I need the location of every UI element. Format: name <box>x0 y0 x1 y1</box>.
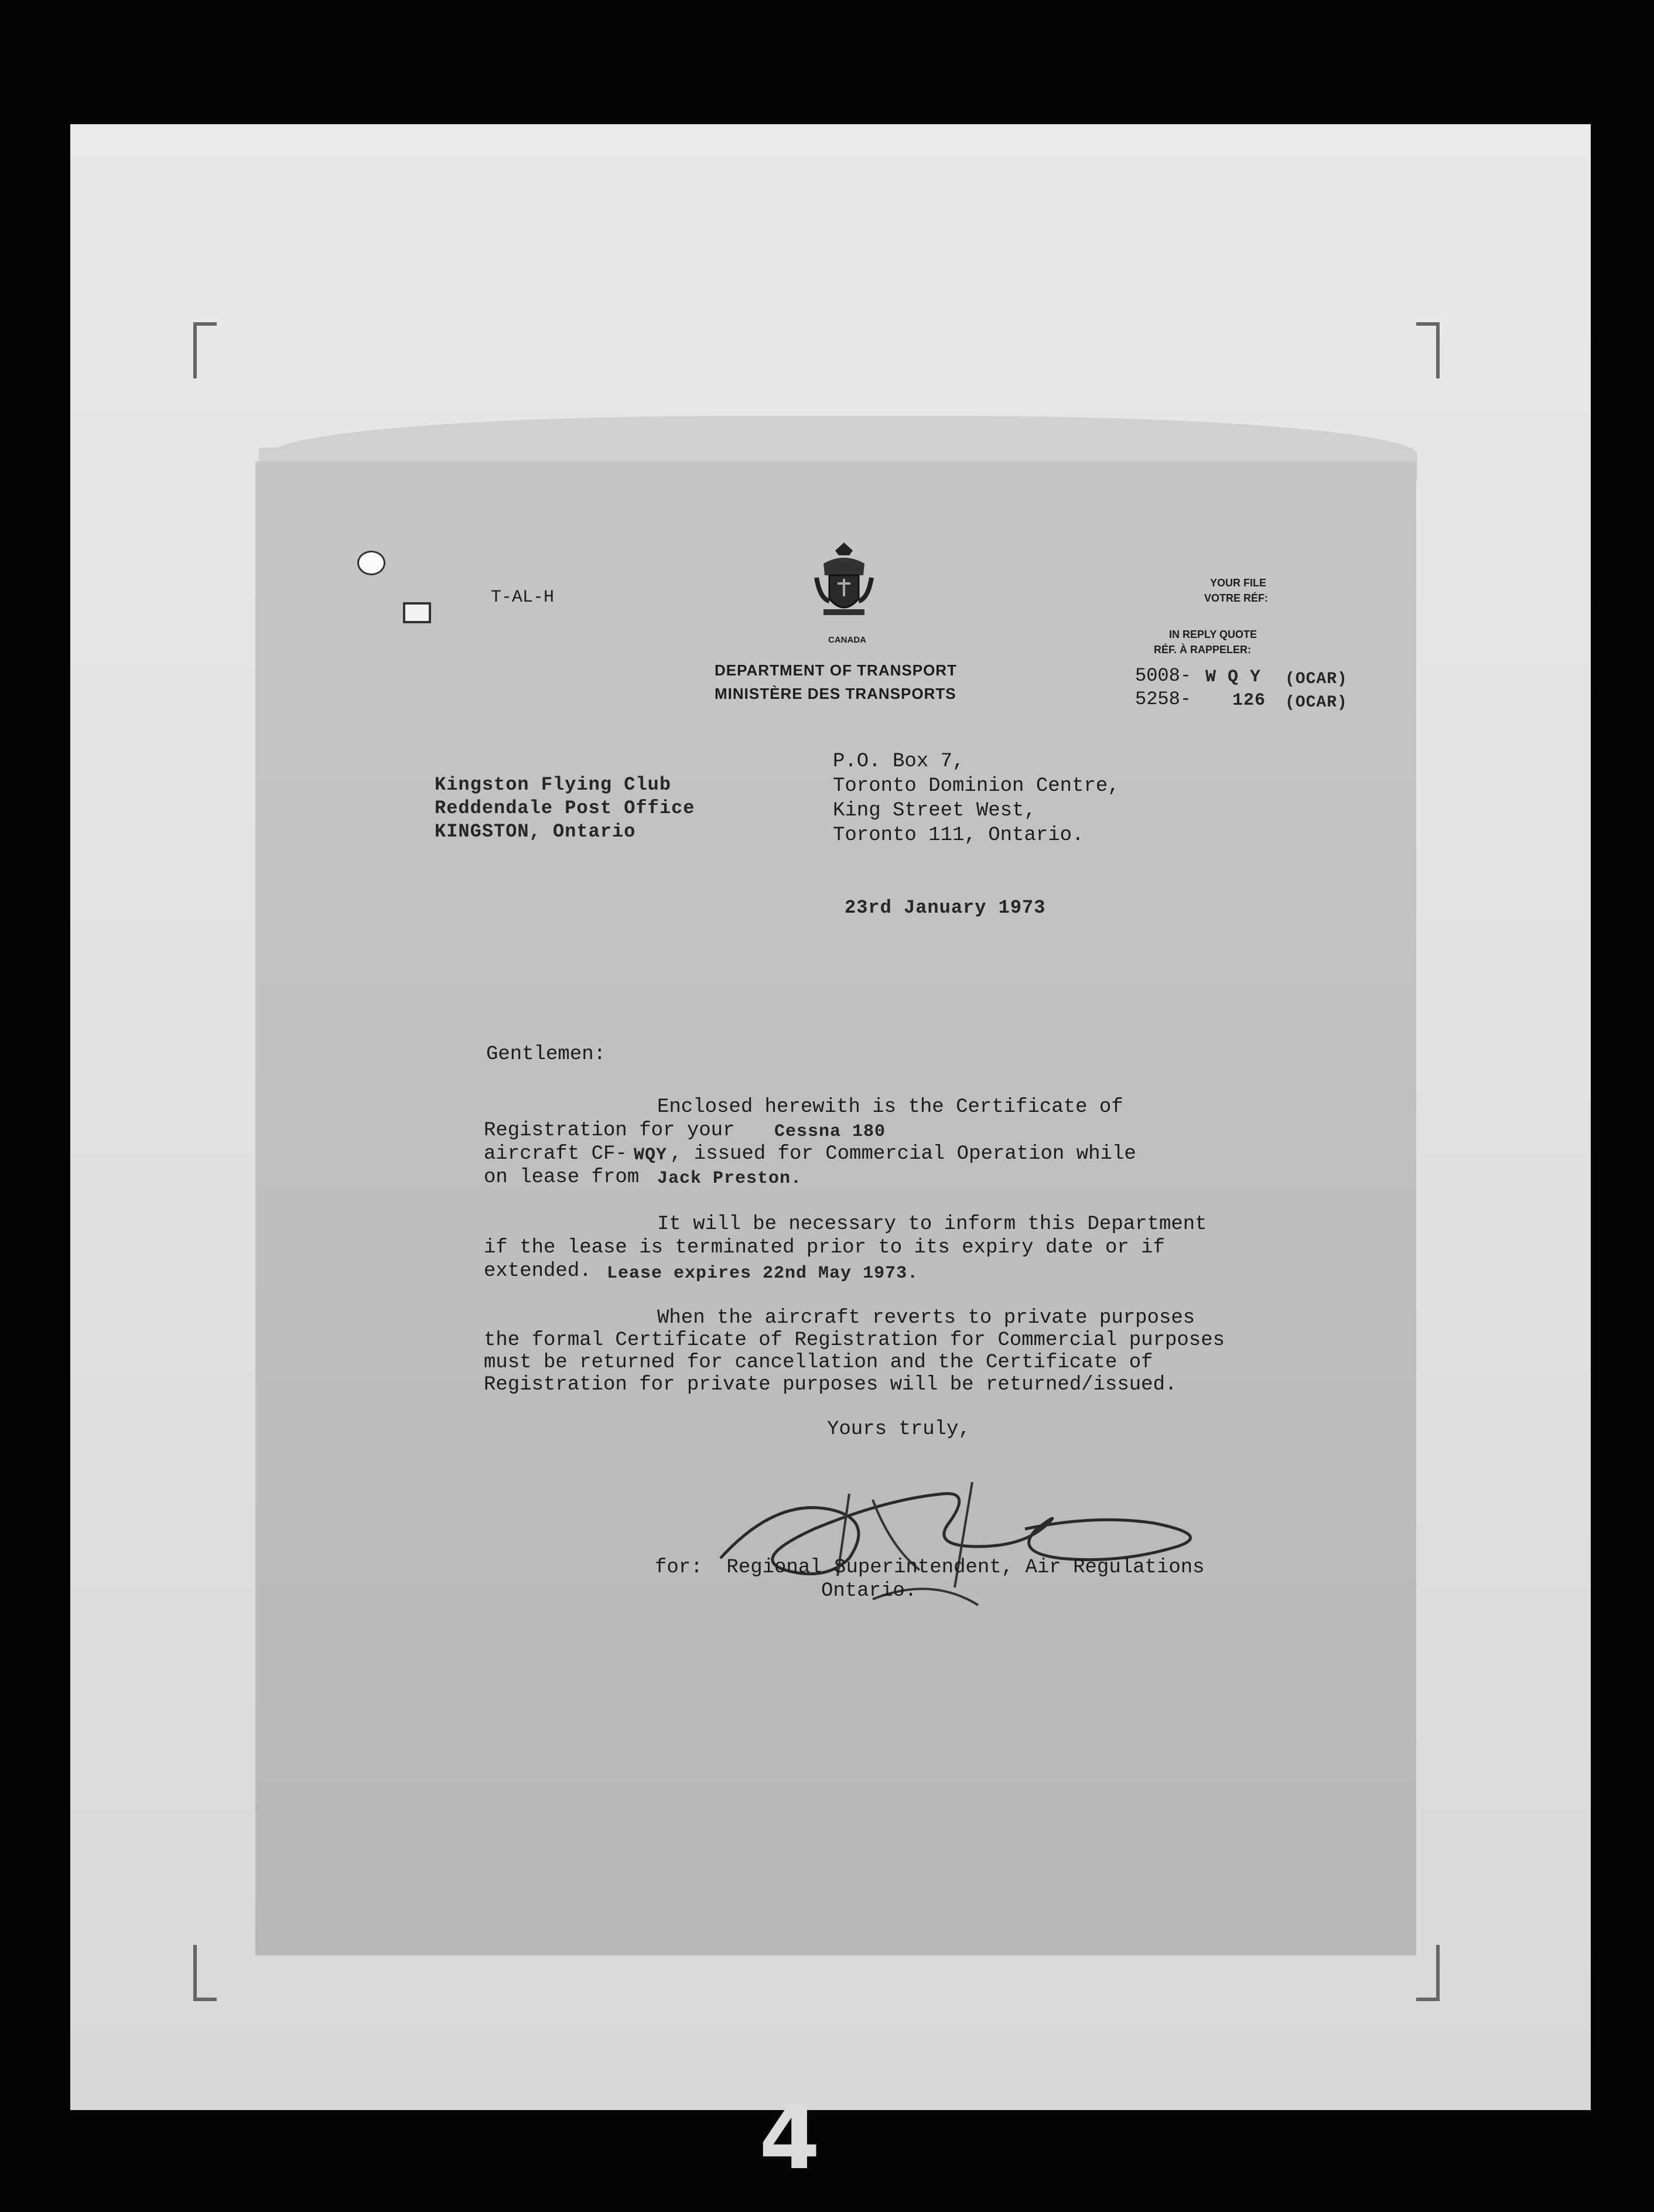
body-text: Registration for private purposes will be returned/issued. <box>484 1374 1177 1396</box>
crop-mark-bottom-left <box>193 1945 217 2001</box>
coat-of-arms-icon <box>812 540 876 628</box>
body-text: must be returned for cancellation and the Certificate of <box>484 1351 1153 1374</box>
your-file-label-en: YOUR FILE <box>1210 577 1267 589</box>
body-text: It will be necessary to inform this Department <box>657 1213 1207 1235</box>
department-name-en: DEPARTMENT OF TRANSPORT <box>715 661 957 679</box>
handwritten-signature <box>697 1459 1195 1623</box>
body-text: aircraft CF- <box>484 1143 627 1165</box>
body-text: on lease from <box>484 1166 640 1189</box>
aircraft-type: Cessna 180 <box>774 1122 886 1142</box>
body-text: When the aircraft reverts to private purposes <box>657 1307 1195 1329</box>
recipient-address-line: KINGSTON, Ontario <box>435 821 636 842</box>
reference-2-suffix: (OCAR) <box>1285 694 1348 712</box>
crop-mark-top-right <box>1416 322 1440 378</box>
sender-address-line: Toronto 111, Ontario. <box>833 824 1084 846</box>
recipient-address-line: Kingston Flying Club <box>435 774 672 796</box>
sender-address-line: Toronto Dominion Centre, <box>833 775 1120 797</box>
aircraft-registration: WQY <box>634 1145 668 1165</box>
salutation: Gentlemen: <box>486 1043 606 1066</box>
letter-date: 23rd January 1973 <box>845 897 1046 919</box>
signature-region: Ontario. <box>821 1580 917 1602</box>
file-code: T-AL-H <box>491 588 555 607</box>
body-text: , issued for Commercial Operation while <box>670 1143 1136 1165</box>
body-text: Registration for your <box>484 1119 735 1142</box>
sender-address-line: P.O. Box 7, <box>833 750 965 773</box>
crop-mark-bottom-right <box>1416 1945 1440 2001</box>
department-name-fr: MINISTÈRE DES TRANSPORTS <box>715 685 956 702</box>
reply-quote-label-en: IN REPLY QUOTE <box>1169 629 1257 640</box>
body-text: Enclosed herewith is the Certificate of <box>657 1096 1123 1118</box>
country-label: CANADA <box>828 635 866 645</box>
recipient-address-line: Reddendale Post Office <box>435 797 695 819</box>
reference-1-suffix: (OCAR) <box>1285 670 1348 688</box>
crop-mark-top-left <box>193 322 217 378</box>
reference-2-number: 5258- <box>1135 688 1192 710</box>
closing: Yours truly, <box>827 1418 970 1440</box>
body-text: the formal Certificate of Registration for Commercial purposes <box>484 1329 1225 1351</box>
reference-1-number: 5008- <box>1135 665 1192 687</box>
reference-1-code: W Q Y <box>1205 667 1262 687</box>
staple-mark <box>403 602 431 623</box>
body-text: extended. <box>484 1260 592 1282</box>
sender-address-line: King Street West, <box>833 800 1036 822</box>
lessor-name: Jack Preston. <box>657 1169 802 1189</box>
signature-title: for: Regional Superintendent, Air Regulations <box>655 1556 1205 1579</box>
film-frame-number: 4 <box>759 2087 821 2189</box>
lease-expiry: Lease expires 22nd May 1973. <box>607 1264 919 1283</box>
punch-hole <box>357 551 385 575</box>
body-text: if the lease is terminated prior to its expiry date or if <box>484 1237 1165 1259</box>
your-file-label-fr: VOTRE RÉF: <box>1204 592 1269 604</box>
reply-quote-label-fr: RÉF. À RAPPELER: <box>1154 644 1252 656</box>
reference-2-code: 126 <box>1232 691 1266 711</box>
